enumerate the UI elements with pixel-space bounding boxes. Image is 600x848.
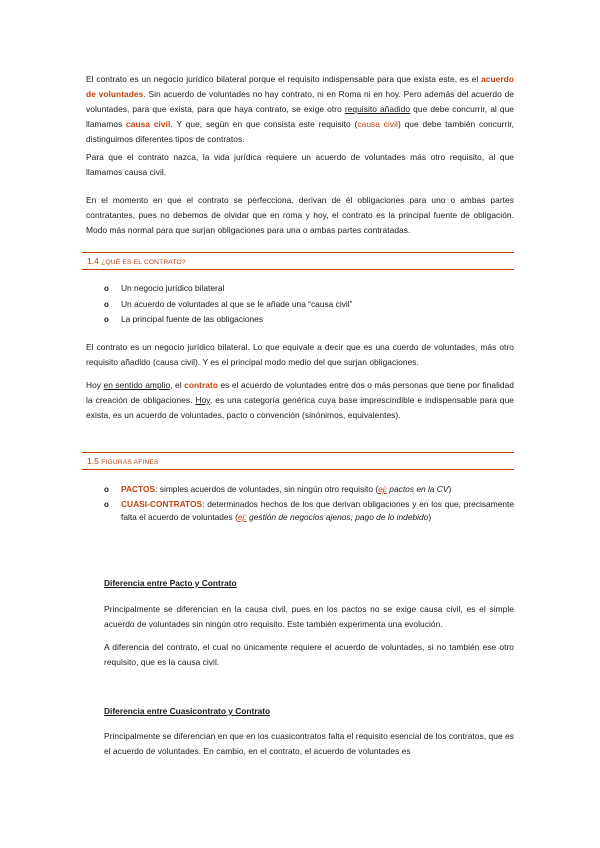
highlight-contrato: contrato [184, 380, 219, 390]
text: ) que debe también concurrir, distinguimos diferentes tipos de contratos. [86, 119, 514, 144]
text: , es una categoría genérica cuya base imprescindible e indispensable para que exista, es un acuerdo de voluntades, pacto o convención (sinónimos, equivalentes). [86, 395, 514, 420]
bullet-icon: o [104, 299, 109, 309]
highlight-causa-civil: causa civil [126, 119, 171, 129]
text: ) [428, 512, 432, 523]
text: , el [170, 380, 185, 390]
list-item [104, 498, 514, 525]
bullet-icon: o [104, 485, 109, 494]
bullet-icon: o [104, 315, 109, 325]
example-label: ej: [237, 512, 247, 523]
section-title: ¿QUÉ ES EL CONTRATO? [101, 259, 186, 266]
text: que debe concurrir, al que llamamos [86, 104, 514, 129]
paragraph-perfecciona: En el momento en que el contrato se perfecciona, derivan de él obligaciones para uno o ambas partes contratantes, pues no debemos de olvidar que en roma y hoy, el contrato es la principal fuente de obligación. Modo más normal para que surjan obligaciones para una o ambas partes contratadas. [86, 195, 514, 235]
highlight-acuerdo-voluntades: acuerdo de voluntades [86, 74, 514, 99]
underlined-sentido-amplio: en sentido amplio [103, 380, 171, 390]
list-item [104, 282, 514, 296]
paragraph-contrato-definicion [86, 72, 514, 147]
text: ) [448, 484, 452, 494]
text: : determinados hechos de los que derivan obligaciones y en los que, precisamente falta el acuerdo de voluntades ( [121, 498, 514, 523]
list-que-es-contrato [104, 282, 514, 327]
term-cuasi-contratos: CUASI-CONTRATOS [121, 498, 203, 509]
example-label: ej: [378, 484, 387, 494]
list-item-text: Un negocio jurídico bilateral [121, 283, 225, 293]
section-header-1-5 [82, 452, 514, 470]
list-item [104, 298, 514, 312]
paragraph-a-diferencia: A diferencia del contrato, el cual no únicamente requiere el acuerdo de voluntades, si no también ese otro requisito, que es la causa civil. [104, 642, 514, 667]
term-pactos: PACTOS [121, 484, 156, 494]
paragraph-contrato-nazca: Para que el contrato nazca, la vida jurídica requiere un acuerdo de voluntades más otro requisito, al que llamamos causa civil. [86, 152, 514, 177]
paragraph-pacto-diferencia: Principalmente se diferencian en la causa civil, pues en los pactos no se exige causa civil, es el simple acuerdo de voluntades sin ningún otro requisito. Este también experimenta una evolución. [104, 604, 514, 629]
highlight-causa-civil-2: causa civil [357, 119, 398, 129]
text: Hoy [86, 380, 104, 390]
text: : simples acuerdos de voluntades, sin ningún otro requisito ( [155, 484, 379, 494]
list-item-text: Un acuerdo de voluntades al que se le añade una “causa civil” [121, 298, 353, 309]
bullet-icon: o [104, 499, 109, 509]
underlined-hoy: Hoy [195, 395, 210, 405]
list-item-text: La principal fuente de las obligaciones [121, 314, 264, 325]
section-number: 1.4 [87, 256, 99, 266]
list-figuras-afines [104, 483, 514, 525]
paragraph-negocio-bilateral: El contrato es un negocio jurídico bilateral. Lo que equivale a decir que es una cuerdo de voluntades, más otro requisito añadido (causa civil). Y es el principal modo medio del que surjan obligaciones. [86, 342, 514, 367]
subheading-pacto-contrato: Diferencia entre Pacto y Contrato [104, 578, 237, 588]
text: . Sin acuerdo de voluntades no hay contrato, ni en Roma ni en hoy. Pero además del acuerdo de voluntades, para que exista, para que haya contrato, se exige otro [86, 89, 514, 114]
section-number: 1.5 [87, 456, 99, 466]
text: . Y que, según en que consista este requisito ( [170, 119, 358, 129]
text: El contrato es un negocio jurídico bilateral porque el requisito indispensable para que exista este, es el [86, 74, 482, 84]
paragraph-sentido-amplio [86, 378, 514, 423]
example-text: gestión de negocios ajenos; pago de lo indebido [246, 512, 429, 523]
example-text: pactos en la CV [386, 484, 449, 494]
underlined-requisito-anadido: requisito añadido [344, 104, 411, 114]
list-item [104, 313, 514, 327]
paragraph-cuasicontrato: Principalmente se diferencian en que en los cuasicontratos falta el requisito esencial de los contratos, que es el acuerdo de voluntades. En cambio, en el contrato, el acuerdo de voluntades es [104, 731, 514, 756]
subheading-cuasicontrato-contrato: Diferencia entre Cuasicontrato y Contrato [104, 706, 271, 716]
text: es el acuerdo de voluntades entre dos o más personas que tiene por finalidad la creación de obligaciones. [86, 380, 515, 405]
list-item [104, 483, 514, 497]
bullet-icon: o [104, 284, 109, 293]
section-header-1-4 [82, 252, 514, 270]
section-title: FIGURAS AFINES [101, 459, 159, 466]
